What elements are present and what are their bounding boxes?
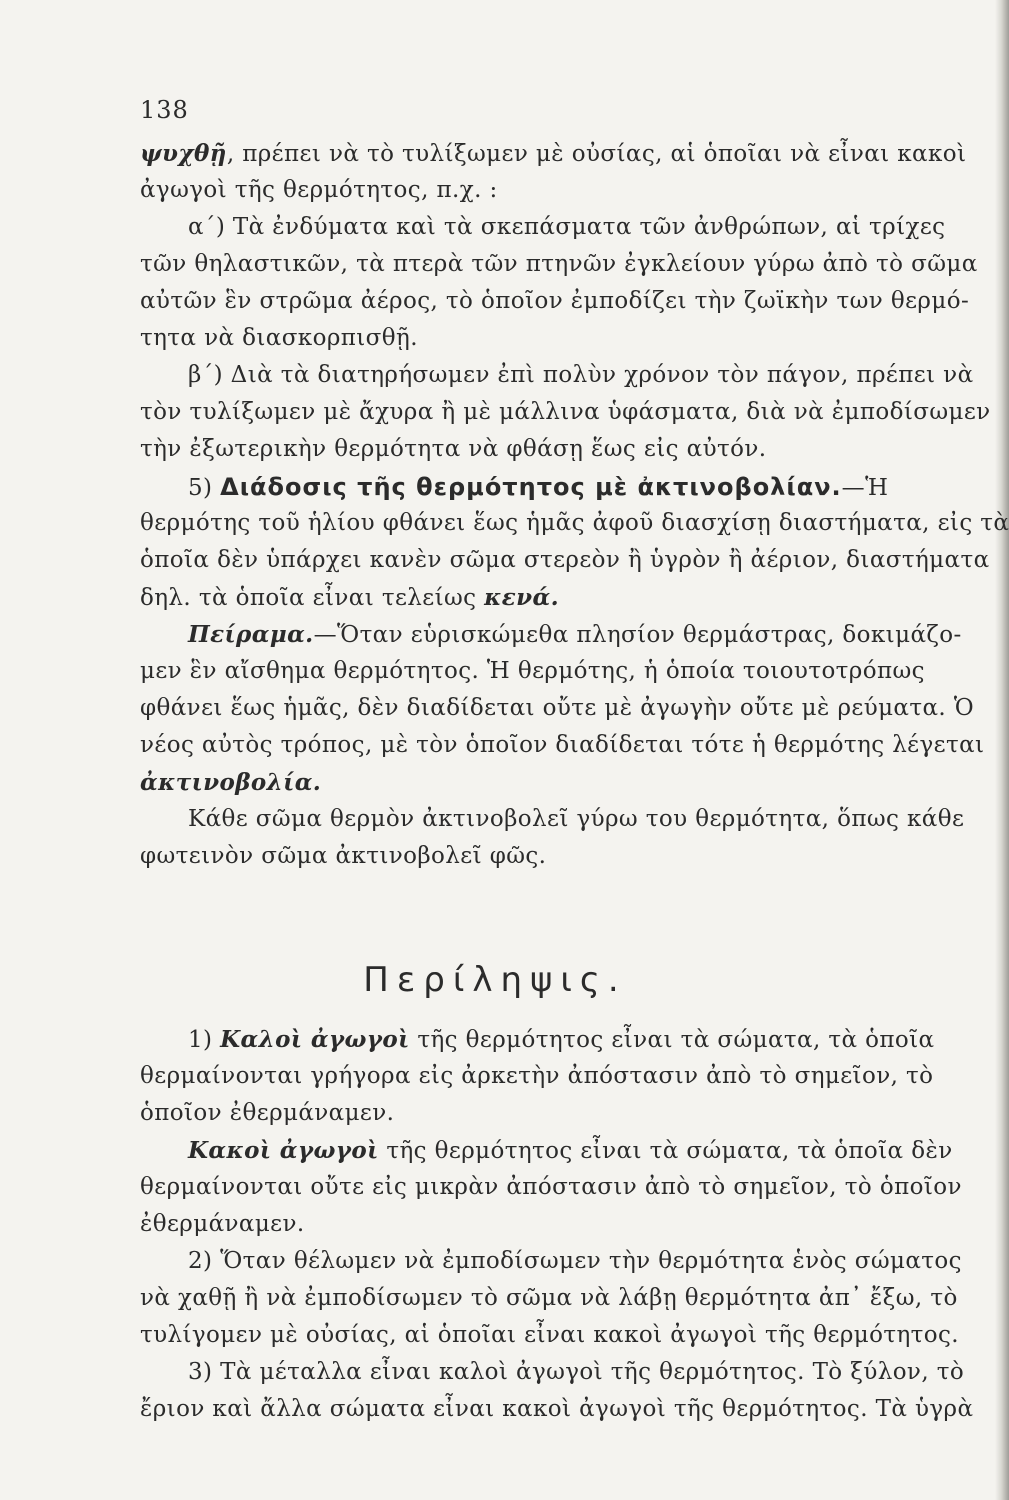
text-line (140, 290, 970, 327)
emphasized-text: Διάδοσις τῆς θερμότητος μὲ ἀκτινοβολίαν. (220, 473, 842, 501)
text-run: φθάνει ἕως ἡμᾶς, δὲν διαδίδεται οὔτε μὲ ἀγωγὴν οὔτε μὲ ρεύματα. Ὁ (140, 695, 975, 721)
text-line (140, 808, 970, 845)
text-run: 5) (188, 475, 221, 501)
text-run: —Ὅταν εὑρισκώμεθα πλησίον θερμάστρας, δοκιμάζο- (313, 622, 962, 648)
emphasized-text: κενά. (484, 584, 560, 611)
text-run: τῆς θερμότητος εἶναι τὰ σώματα, τὰ ὁποῖα δὲν (378, 1138, 953, 1164)
emphasized-text: Πείραμα. (188, 621, 314, 648)
text-run: θερμότης τοῦ ἡλίου φθάνει ἕως ἡμᾶς ἀφοῦ διασχίσῃ διαστήματα, εἰς τὰ (140, 510, 1009, 536)
text-run: , πρέπει νὰ τὸ τυλίξωμεν μὲ οὐσίας, αἱ ὁποῖαι νὰ εἶναι κακοὶ (226, 141, 967, 167)
text-line (140, 1102, 970, 1139)
text-line (140, 179, 970, 216)
text-line (140, 771, 970, 808)
text-run: νὰ χαθῇ ἢ νὰ ἐμποδίσωμεν τὸ σῶμα νὰ λάβῃ θερμότητα ἀπ᾿ ἔξω, τὸ (140, 1285, 958, 1311)
summary-heading: Περίληψις. (363, 960, 627, 1000)
text-run: 1) (188, 1027, 221, 1053)
text-run: Κάθε σῶμα θερμὸν ἀκτινοβολεῖ γύρω του θερμότητα, ὅπως κάθε (188, 806, 965, 832)
text-run: ὁποῖα δὲν ὑπάρχει κανὲν σῶμα στερεὸν ἢ ὑγρὸν ἢ ἀέριον, διαστήματα (140, 547, 990, 573)
text-line (140, 1324, 970, 1361)
text-line (140, 1396, 974, 1435)
emphasized-text: ψυχθῇ (140, 140, 227, 167)
emphasized-text: ἀκτινοβολία. (140, 769, 322, 796)
text-run: ἀγωγοὶ τῆς θερμότητος, π.χ. : (140, 177, 498, 203)
text-run: τὸν τυλίξωμεν μὲ ἄχυρα ἢ μὲ μάλλινα ὑφάσματα, διὰ νὰ ἐμποδίσωμεν (140, 399, 991, 425)
text-run: β΄) Διὰ τὰ διατηρήσωμεν ἐπὶ πολὺν χρόνον τὸν πάγον, πρέπει νὰ (188, 362, 974, 388)
text-line (140, 1361, 970, 1398)
page-edge-shadow (995, 0, 1009, 1500)
emphasized-text: Καλοὶ ἀγωγοὶ (220, 1026, 410, 1053)
text-line (140, 1213, 970, 1250)
text-run: θερμαίνονται γρήγορα εἰς ἀρκετὴν ἀπόστασιν ἀπὸ τὸ σημεῖον, τὸ (140, 1063, 934, 1089)
text-run: τὴν ἐξωτερικὴν θερμότητα νὰ φθάσῃ ἕως εἰς αὐτόν. (140, 436, 767, 462)
text-line (140, 732, 985, 771)
text-line (140, 1065, 970, 1102)
text-line (140, 142, 970, 179)
text-run: αὐτῶν ἓν στρῶμα ἀέρος, τὸ ὁποῖον ἐμποδίζει τὴν ζωϊκὴν των θερμό- (140, 288, 970, 314)
text-run: ἔριον καὶ ἄλλα σώματα εἶναι κακοὶ ἀγωγοὶ τῆς θερμότητος. Τὰ ὑγρὰ (140, 1396, 974, 1422)
text-line (140, 1139, 970, 1176)
text-run: δηλ. τὰ ὁποῖα εἶναι τελείως (140, 585, 485, 611)
text-run: —Ἡ (841, 475, 889, 501)
text-run: 3) Τὰ μέταλλα εἶναι καλοὶ ἀγωγοὶ τῆς θερμότητος. Τὸ ξύλον, τὸ (188, 1359, 965, 1385)
text-run: μεν ἓν αἴσθημα θερμότητος. Ἡ θερμότης, ἡ ὁποία τοιουτοτρόπως (140, 658, 925, 684)
text-run: ἐθερμάναμεν. (140, 1211, 305, 1237)
text-line (140, 660, 970, 697)
text-line (140, 216, 970, 253)
text-line (140, 510, 1009, 549)
text-line (140, 623, 970, 660)
text-line (140, 1176, 970, 1213)
text-run: φωτεινὸν σῶμα ἀκτινοβολεῖ φῶς. (140, 843, 547, 869)
text-line (140, 1250, 970, 1287)
text-run: τητα νὰ διασκορπισθῇ. (140, 325, 418, 351)
text-run: α΄) Τὰ ἐνδύματα καὶ τὰ σκεπάσματα τῶν ἀνθρώπων, αἱ τρίχες (188, 214, 946, 240)
page-number: 138 (140, 96, 189, 124)
text-run: ὁποῖον ἐθερμάναμεν. (140, 1100, 395, 1126)
text-line (140, 586, 970, 623)
text-run: νέος αὐτὸς τρόπος, μὲ τὸν ὁποῖον διαδίδεται τότε ἡ θερμότης λέγεται (140, 732, 985, 758)
body-text-summary (140, 1026, 974, 1435)
text-run: τῆς θερμότητος εἶναι τὰ σώματα, τὰ ὁποῖα (409, 1027, 935, 1053)
text-line (140, 251, 978, 290)
body-text-top (140, 140, 1009, 882)
text-line (140, 475, 970, 512)
book-page (140, 96, 1009, 1435)
text-run: τῶν θηλαστικῶν, τὰ πτερὰ τῶν πτηνῶν ἐγκλείουν γύρω ἀπὸ τὸ σῶμα (140, 251, 978, 277)
text-line (140, 845, 970, 882)
text-line (140, 327, 970, 364)
text-line (140, 399, 991, 438)
text-line (140, 1287, 970, 1324)
text-line (140, 1028, 970, 1065)
text-run: 2) Ὅταν θέλωμεν νὰ ἐμποδίσωμεν τὴν θερμότητα ἑνὸς σώματος (188, 1248, 962, 1274)
text-line (140, 695, 975, 734)
text-line (140, 547, 990, 586)
text-line (140, 362, 974, 401)
emphasized-text: Κακοὶ ἀγωγοὶ (188, 1137, 379, 1164)
text-line (140, 438, 970, 475)
text-run: τυλίγομεν μὲ οὐσίας, αἱ ὁποῖαι εἶναι κακοὶ ἀγωγοὶ τῆς θερμότητος. (140, 1322, 960, 1348)
text-run: θερμαίνονται οὔτε εἰς μικρὰν ἀπόστασιν ἀπὸ τὸ σημεῖον, τὸ ὁποῖον (140, 1174, 962, 1200)
